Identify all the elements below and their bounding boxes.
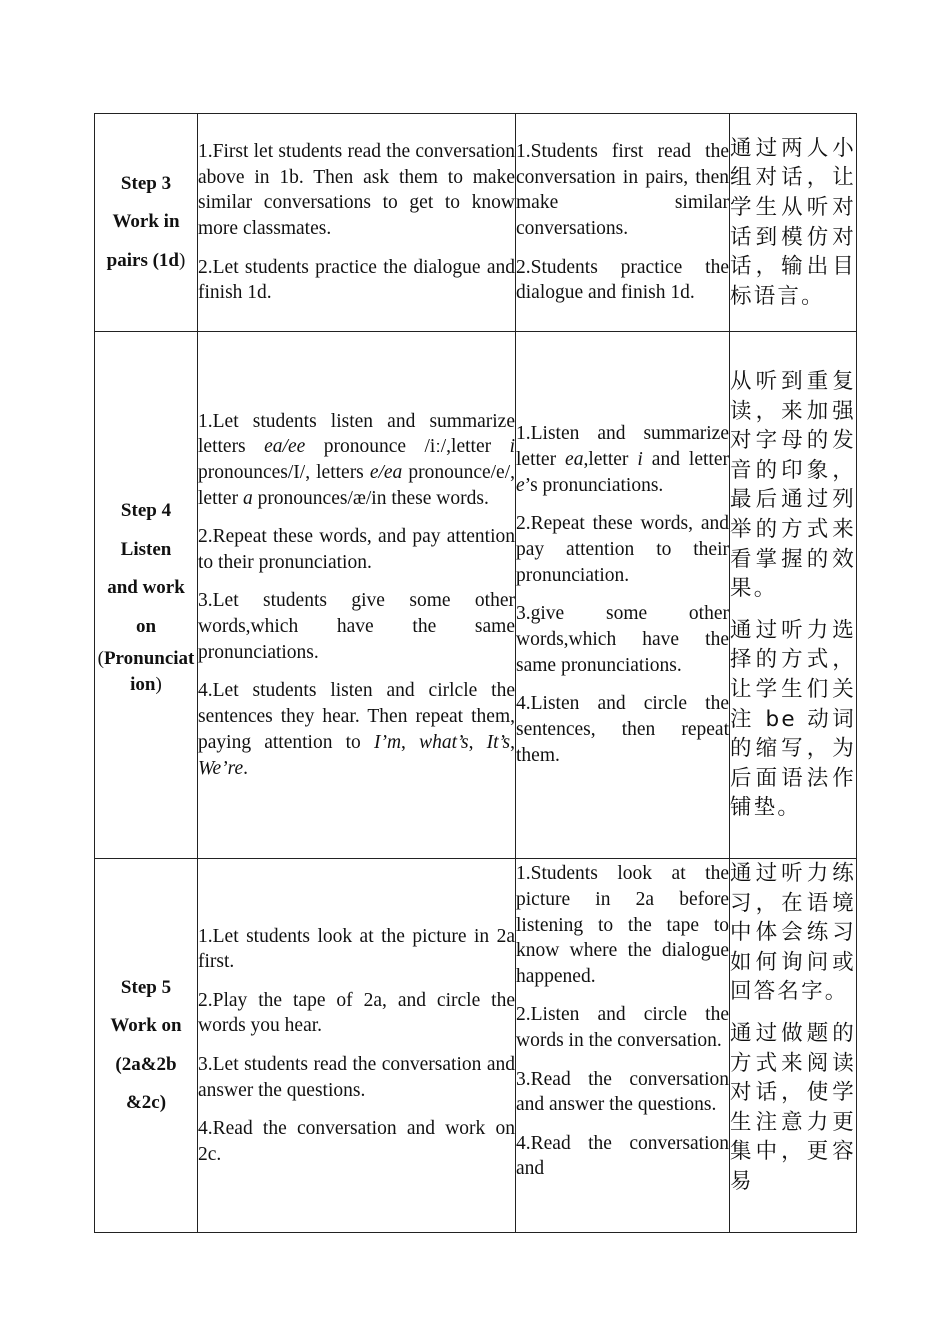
student-activity-cell: [516, 859, 730, 1233]
student-activity: 1.Students first read the conversation in pairs, then make similar conversations.: [516, 140, 729, 240]
teacher-activity: 3.Let students give some other words,which have the same pronunciations.: [198, 590, 515, 663]
student-activity-cell: [516, 332, 730, 859]
step-label: (2a&2b: [115, 1053, 177, 1075]
student-activity: 1.Students look at the picture in 2a before listening to the tape to know where the dialogue happened.: [516, 863, 729, 988]
table-row: [95, 859, 857, 1233]
table-row: [95, 332, 857, 859]
step-label: Step 4: [120, 500, 172, 521]
step-label: Step 3: [120, 172, 172, 194]
student-activity: 1.Listen and summarize letter ea,letter i and letter e’s pronunciations.: [516, 423, 729, 497]
student-activity: 3.Read the conversation and answer the questions.: [516, 1068, 729, 1116]
teacher-activity: 2.Play the tape of 2a, and circle the words you hear.: [198, 989, 515, 1037]
purpose-cell: [730, 114, 857, 332]
student-activity: 2.Repeat these words, and pay attention to their pronunciation.: [516, 513, 729, 586]
step-label: on: [135, 615, 157, 637]
student-activity: 2.Listen and circle the words in the conversation.: [516, 1004, 729, 1052]
lesson-plan-table: [94, 113, 857, 1233]
step-cell: [95, 332, 198, 859]
table-row: [95, 114, 857, 332]
student-activity-cell: [516, 114, 730, 332]
teacher-activity: 1.First let students read the conversation above in 1b. Then ask them to make similar conversations to get to know more classmates.: [198, 140, 515, 240]
teacher-activity: 2.Let students practice the dialogue and finish 1d.: [198, 256, 515, 304]
teacher-activity: 4.Read the conversation and work on 2c.: [198, 1117, 515, 1165]
teacher-activity-cell: [198, 332, 516, 859]
teacher-activity: 1.Let students look at the picture in 2a first.: [198, 925, 515, 973]
step-label: and work: [107, 577, 185, 598]
step-label: Listen: [120, 538, 172, 560]
purpose-cell: [730, 859, 857, 1233]
teacher-activity: 3.Let students read the conversation and answer the questions.: [198, 1053, 515, 1101]
step-label: pairs (1d): [106, 249, 186, 271]
teacher-activity: 2.Repeat these words, and pay attention to their pronunciation.: [198, 526, 515, 574]
purpose-text: 通过做题的方式来阅读对话，使学生注意力更集中，更容易: [730, 1020, 856, 1194]
purpose-text: 通过听力练习，在语境中体会练习如何询问或回答名字。: [730, 861, 856, 1005]
teacher-activity: 4.Let students listen and cirlcle the sentences they hear. Then repeat them, paying attention to I’m, what’s, It’s, We’re.: [198, 680, 515, 779]
teacher-activity: 1.Let students listen and summarize letters ea/ee pronounce /iː/,letter i pronounces/I/, letters e/ea pronounce/e/, letter a pronounces/æ/in these words.: [198, 410, 515, 509]
step-label: Step 5: [120, 976, 172, 998]
step-label: &2c): [125, 1092, 167, 1113]
purpose-clip: [730, 859, 856, 1225]
teacher-activity-cell: [198, 859, 516, 1233]
student-activity: 2.Students practice the dialogue and finish 1d.: [516, 256, 729, 304]
teacher-activity-cell: [198, 114, 516, 332]
student-activity: 3.give some other words,which have the same pronunciations.: [516, 603, 729, 676]
student-activity: 4.Read the conversation and: [516, 1132, 729, 1180]
step-label: Work on: [110, 1015, 182, 1036]
step-cell: [95, 859, 198, 1233]
purpose-text: 通过听力选择的方式，让学生们关注 be 动词的缩写，为后面语法作铺垫。: [730, 617, 856, 821]
purpose-text: 通过两人小组对话，让学生从听对话到模仿对话，输出目标语言。: [730, 135, 856, 309]
student-activity-clip: [516, 861, 729, 1231]
purpose-text: 从听到重复读，来加强对字母的发音的印象，最后通过列举的方式来看掌握的效果。: [730, 369, 856, 602]
purpose-cell: [730, 332, 857, 859]
student-activity: 4.Listen and circle the sentences, then repeat them.: [516, 693, 729, 766]
step-cell: [95, 114, 198, 332]
step-label: (Pronunciation): [97, 648, 195, 695]
step-label: Work in: [112, 211, 180, 233]
